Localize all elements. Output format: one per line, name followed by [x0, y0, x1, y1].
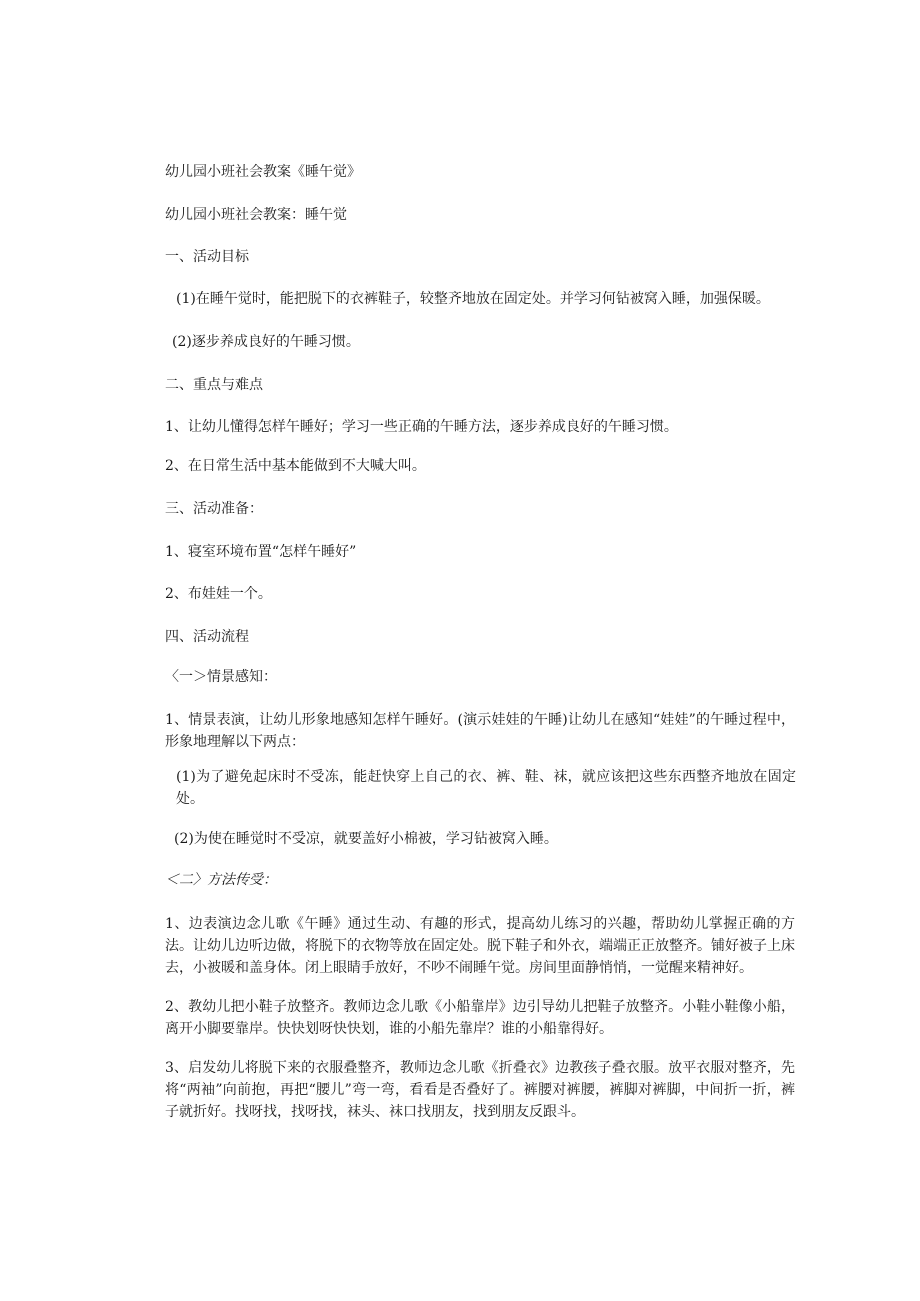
section-heading-key-points: 二、重点与难点 [165, 377, 263, 393]
section-heading-flow: 四、活动流程 [165, 629, 249, 645]
goal-item-1: (1)在睡午觉时，能把脱下的衣裤鞋子，较整齐地放在固定处。并学习何钻被窝入睡，加强保暖。 [176, 291, 770, 307]
key-point-1: 1、让幼儿懂得怎样午睡好；学习一些正确的午睡方法，逐步养成良好的午睡习惯。 [165, 419, 678, 435]
prep-item-1: 1、寝室环境布置“怎样午睡好” [165, 544, 357, 560]
method-paragraph-1: 1、边表演边念儿歌《午睡》通过生动、有趣的形式，提高幼儿练习的兴趣，帮助幼儿掌握正确的方法。让幼儿边听边做，将脱下的衣物等放在固定处。脱下鞋子和外衣，端端正正放整齐。铺好被子上床去，小被暖和盖身体。闭上眼睛手放好，不吵不闹睡午觉。房间里面静悄悄，一觉醒来精神好。 [165, 916, 795, 976]
method-paragraph-2: 2、教幼儿把小鞋子放整齐。教师边念儿歌《小船靠岸》边引导幼儿把鞋子放整齐。小鞋小鞋像小船，离开小脚要靠岸。快快划呀快快划，谁的小船先靠岸？谁的小船靠得好。 [165, 999, 795, 1037]
flow-subheading-method: ＜二〉方法传受： [165, 872, 277, 888]
flow-subheading-scenario: 〈一＞情景感知： [165, 669, 277, 685]
method-paragraph-3: 3、启发幼儿将脱下来的衣服叠整齐，教师边念儿歌《折叠衣》边教孩子叠衣服。放平衣服对整齐，先将“两袖”向前抱，再把“腰儿”弯一弯，看看是否叠好了。裤腰对裤腰，裤脚对裤脚，中间折一折，裤子就折好。找呀找，找呀找，袜头、袜口找朋友，找到朋友反跟斗。 [165, 1060, 795, 1120]
flow-point-1: (1)为了避免起床时不受冻，能赶快穿上自己的衣、裤、鞋、袜，就应该把这些东西整齐地放在固定处。 [176, 769, 796, 807]
prep-item-2: 2、布娃娃一个。 [165, 586, 272, 602]
document-subtitle: 幼儿园小班社会教案：睡午觉 [165, 207, 347, 223]
section-heading-goals: 一、活动目标 [165, 249, 249, 265]
flow-paragraph-1: 1、情景表演，让幼儿形象地感知怎样午睡好。(演示娃娃的午睡)让幼儿在感知“娃娃”的午睡过程中，形象地理解以下两点： [165, 712, 795, 750]
flow-point-2: (2)为使在睡觉时不受凉，就要盖好小棉被，学习钻被窝入睡。 [174, 831, 558, 847]
key-point-2: 2、在日常生活中基本能做到不大喊大叫。 [165, 458, 426, 474]
document-title: 幼儿园小班社会教案《睡午觉》 [165, 164, 361, 180]
goal-item-2: (2)逐步养成良好的午睡习惯。 [172, 334, 360, 350]
section-heading-preparation: 三、活动准备： [165, 501, 263, 517]
